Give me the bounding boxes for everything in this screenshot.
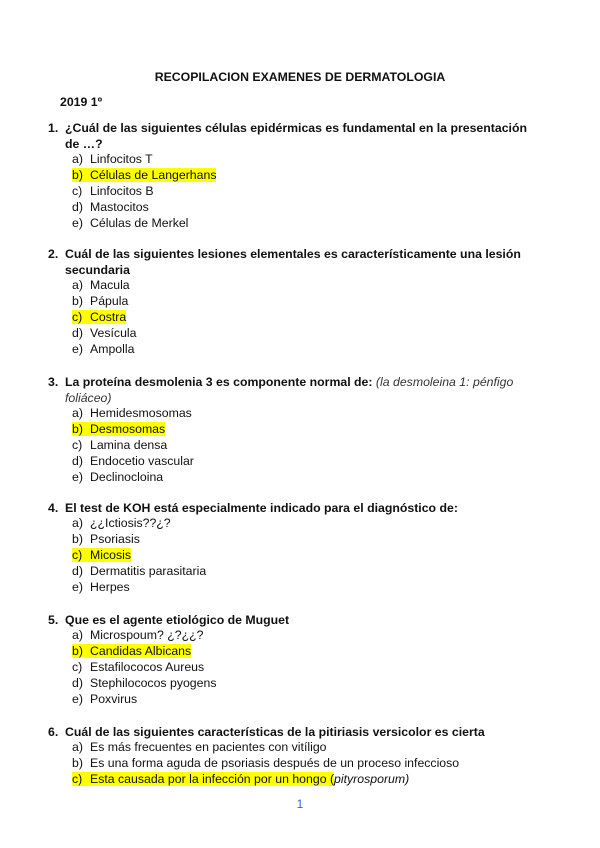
answer-option [48, 563, 528, 579]
answer-option [48, 405, 528, 421]
document-title: RECOPILACION EXAMENES DE DERMATOLOGIA [154, 70, 446, 84]
option-text: Stephilococos pyogens [90, 676, 217, 690]
page-number: 1 [296, 797, 304, 811]
option-italic-note: pityrosporum) [334, 772, 410, 786]
option-letter: d) [72, 454, 83, 468]
option-text: Pápula [90, 294, 129, 308]
option-text: Ampolla [90, 342, 135, 356]
answer-option [48, 659, 528, 675]
option-letter: c) [72, 772, 83, 786]
option-letter: e) [72, 470, 83, 484]
option-text: Costra [90, 310, 127, 324]
answer-option [48, 151, 528, 167]
option-text: Es una forma aguda de psoriasis después de un proceso infeccioso [90, 756, 460, 770]
option-text: ¿¿Ictiosis??¿? [90, 516, 171, 530]
answer-option [48, 437, 528, 453]
answer-option [48, 627, 528, 643]
option-letter: a) [72, 516, 83, 530]
question-text [48, 374, 528, 406]
option-letter: a) [72, 152, 83, 166]
question-number: 3. [48, 375, 59, 389]
option-text: Poxvirus [90, 692, 138, 706]
answer-option [48, 739, 528, 755]
question-5 [48, 612, 528, 707]
option-text: Microspoum? ¿?¿¿? [90, 628, 204, 642]
option-text: Hemidesmosomas [90, 406, 192, 420]
question-number: 4. [48, 501, 59, 515]
question-note: (la desmoleina 1: pénfigo foliáceo) [65, 375, 514, 405]
option-letter: b) [72, 168, 83, 182]
answer-option-correct [48, 771, 528, 787]
option-list [48, 277, 528, 357]
option-text: Declinocloina [90, 470, 164, 484]
option-text: Mastocitos [90, 200, 149, 214]
option-letter: d) [72, 326, 83, 340]
option-letter: b) [72, 422, 83, 436]
option-letter: c) [72, 548, 83, 562]
option-letter: d) [72, 676, 83, 690]
option-list [48, 151, 528, 231]
question-stem: La proteína desmolenia 3 es componente normal de: [65, 375, 373, 389]
answer-option [48, 341, 528, 357]
option-letter: d) [72, 564, 83, 578]
answer-option [48, 215, 528, 231]
option-letter: a) [72, 628, 83, 642]
answer-option [48, 469, 528, 485]
question-text [48, 612, 528, 628]
option-list [48, 739, 528, 787]
question-text [48, 500, 528, 516]
option-text: Estafilococos Aureus [90, 660, 205, 674]
option-text: Linfocitos T [90, 152, 153, 166]
answer-option [48, 531, 528, 547]
answer-option [48, 691, 528, 707]
answer-option [48, 183, 528, 199]
answer-option [48, 515, 528, 531]
option-text: Desmosomas [90, 422, 166, 436]
option-letter: e) [72, 692, 83, 706]
question-number: 5. [48, 613, 59, 627]
question-stem: Cuál de las siguientes lesiones elementales es característicamente una lesión secundaria [65, 247, 521, 277]
question-text [48, 246, 528, 278]
question-4 [48, 500, 528, 595]
option-text: Micosis [90, 548, 131, 562]
option-list [48, 627, 528, 707]
option-text: Vesícula [90, 326, 137, 340]
question-stem: ¿Cuál de las siguientes células epidérmicas es fundamental en la presentación de …? [65, 121, 527, 151]
answer-option-correct [48, 167, 528, 183]
option-letter: c) [72, 660, 83, 674]
option-text: Células de Merkel [90, 216, 189, 230]
question-number: 1. [48, 121, 59, 135]
answer-option-correct [48, 309, 528, 325]
question-2 [48, 246, 528, 357]
question-3 [48, 374, 528, 485]
option-letter: a) [72, 740, 83, 754]
question-number: 2. [48, 247, 59, 261]
answer-option [48, 199, 528, 215]
answer-option [48, 579, 528, 595]
option-text: Es más frecuentes en pacientes con vitíligo [90, 740, 327, 754]
question-1 [48, 120, 528, 231]
option-letter: e) [72, 580, 83, 594]
option-letter: c) [72, 184, 83, 198]
option-list [48, 405, 528, 485]
option-letter: b) [72, 294, 83, 308]
option-text: Psoriasis [90, 532, 140, 546]
option-text: Macula [90, 278, 130, 292]
question-6 [48, 724, 528, 787]
option-text: Linfocitos B [90, 184, 154, 198]
option-letter: d) [72, 200, 83, 214]
option-letter: b) [72, 756, 83, 770]
question-number: 6. [48, 725, 59, 739]
option-text: Esta causada por la infección por un hongo ( [90, 772, 335, 786]
option-letter: c) [72, 438, 83, 452]
question-stem: El test de KOH está especialmente indicado para el diagnóstico de: [65, 501, 458, 515]
option-list [48, 515, 528, 595]
answer-option [48, 453, 528, 469]
option-letter: e) [72, 216, 83, 230]
answer-option [48, 293, 528, 309]
answer-option-correct [48, 547, 528, 563]
option-text: Lamina densa [90, 438, 168, 452]
option-letter: b) [72, 644, 83, 658]
option-letter: c) [72, 310, 83, 324]
option-text: Candidas Albicans [90, 644, 192, 658]
option-text: Herpes [90, 580, 130, 594]
answer-option [48, 277, 528, 293]
option-text: Endocetio vascular [90, 454, 194, 468]
question-stem: Cuál de las siguientes características de la pitiriasis versicolor es cierta [65, 725, 485, 739]
option-letter: e) [72, 342, 83, 356]
option-letter: a) [72, 278, 83, 292]
option-letter: a) [72, 406, 83, 420]
question-text [48, 724, 528, 740]
option-text: Dermatitis parasitaria [90, 564, 207, 578]
option-letter: b) [72, 532, 83, 546]
answer-option [48, 755, 528, 771]
section-heading: 2019 1º [60, 95, 103, 109]
answer-option [48, 325, 528, 341]
option-text: Células de Langerhans [90, 168, 217, 182]
answer-option-correct [48, 421, 528, 437]
question-text [48, 120, 528, 152]
question-stem: Que es el agente etiológico de Muguet [65, 613, 290, 627]
answer-option-correct [48, 643, 528, 659]
answer-option [48, 675, 528, 691]
